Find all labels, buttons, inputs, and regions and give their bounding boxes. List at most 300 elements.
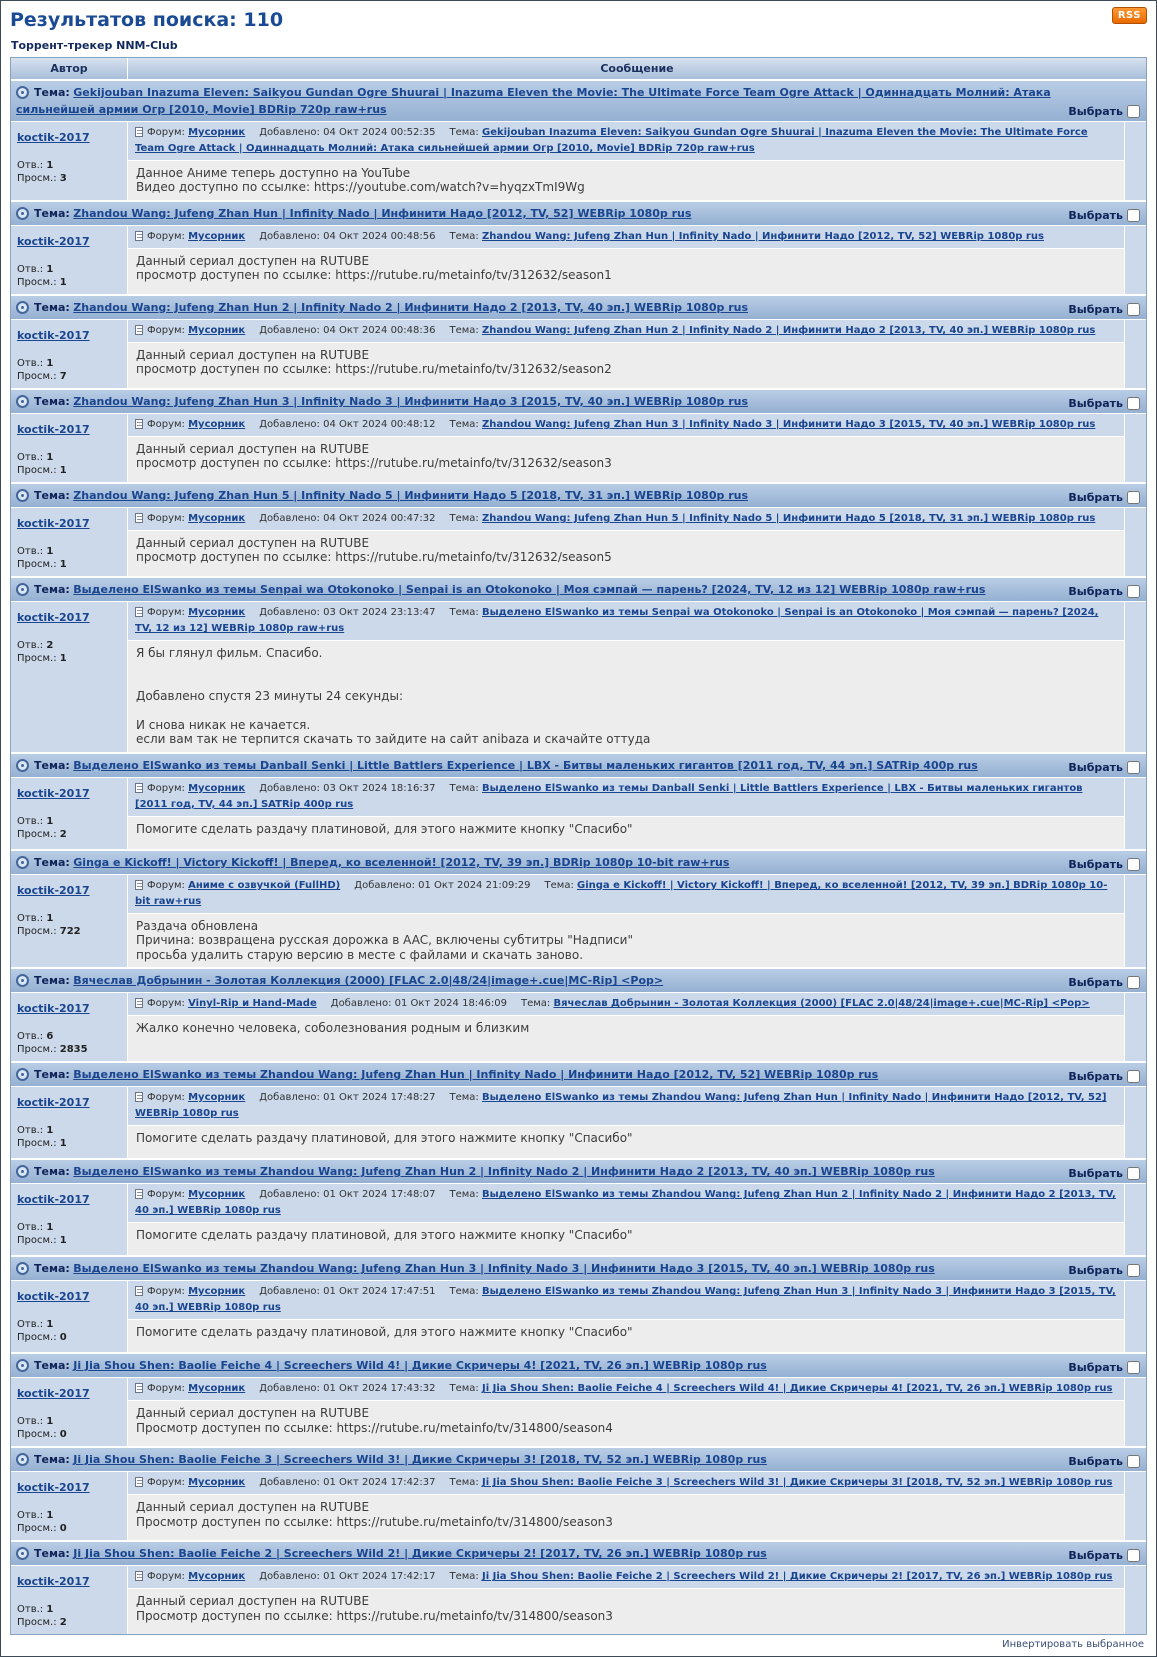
views-count: 0 — [59, 1523, 67, 1535]
select-label: Выбрать — [1068, 976, 1123, 990]
topic-meta-link[interactable]: Ji Jia Shou Shen: Baolie Feiche 4 | Screechers Wild 4! | Дикие Скричеры 4! [2021, TV, 26 эп.] WEBRip 1080p rus — [481, 1383, 1113, 1395]
select-column-strip — [1124, 778, 1146, 849]
post-date: 01 Окт 2024 17:42:17 — [323, 1571, 436, 1583]
select-topic-checkbox[interactable] — [1127, 761, 1140, 774]
select-label: Выбрать — [1068, 105, 1123, 119]
topic-label: Тема: — [34, 583, 70, 597]
topic-header-text — [16, 205, 1056, 222]
replies-label: Отв.: — [17, 1222, 44, 1234]
message-line: Просмотр доступен по ссылке: https://rutube.ru/metainfo/tv/314800/season3 — [136, 1514, 613, 1529]
message-line: Просмотр доступен по ссылке: https://rutube.ru/metainfo/tv/314800/season3 — [136, 1608, 613, 1623]
message-text — [128, 817, 1124, 849]
views-count: 1 — [59, 559, 67, 571]
invert-selection-link[interactable]: Инвертировать выбранное — [1002, 1639, 1144, 1651]
added-label: Добавлено: — [259, 1383, 320, 1395]
select-topic-checkbox[interactable] — [1127, 1264, 1140, 1277]
meta-topic-label: Тема: — [544, 879, 574, 891]
meta-topic-label: Тема: — [449, 1571, 479, 1583]
select-label: Выбрать — [1068, 1070, 1123, 1084]
replies-label: Отв.: — [17, 452, 44, 464]
message-line: Помогите сделать раздачу платиновой, для этого нажмите кнопку "Спасибо" — [136, 1228, 633, 1243]
added-label: Добавлено: — [330, 998, 392, 1010]
document-icon — [135, 783, 143, 793]
search-result — [11, 969, 1146, 1063]
post-meta-row — [128, 1087, 1124, 1126]
topic-meta-link[interactable]: Выделено ElSwanko из темы Zhandou Wang: Jufeng Zhan Hun 3 | Infinity Nado 3 | Инфинити Надо 3 [2015, TV, 40 эп.] WEBRip 1080p rus — [135, 1286, 1116, 1314]
views-count: 1 — [59, 1138, 67, 1150]
topic-select-area — [1068, 1549, 1140, 1562]
author-stats — [17, 160, 123, 184]
message-cell — [128, 508, 1124, 576]
message-line: Добавлено спустя 23 минуты 24 секунды: — [136, 689, 403, 704]
post-date: 04 Окт 2024 00:48:56 — [323, 230, 436, 242]
message-line — [136, 661, 1116, 675]
topic-header-text — [16, 581, 1056, 598]
replies-count: 1 — [46, 1125, 54, 1137]
forum-label: Форум: — [147, 127, 185, 139]
search-result — [11, 296, 1146, 390]
topic-header-text — [16, 757, 1056, 774]
author-cell — [11, 1281, 128, 1352]
topic-label: Тема: — [34, 855, 70, 869]
message-cell — [128, 602, 1124, 752]
views-stat — [17, 1429, 123, 1440]
forum-link[interactable]: Мусорник — [188, 1286, 246, 1298]
message-text — [128, 641, 1124, 752]
topic-select-area — [1068, 397, 1140, 410]
topic-select-area — [1068, 1361, 1140, 1374]
select-column-strip — [1124, 508, 1146, 576]
search-result — [11, 390, 1146, 484]
meta-topic-label: Тема: — [449, 1477, 479, 1489]
post-meta-row — [128, 993, 1124, 1016]
topic-header-row — [11, 969, 1146, 992]
topic-icon — [16, 489, 29, 502]
forum-link[interactable]: Мусорник — [188, 230, 246, 242]
select-label: Выбрать — [1068, 1167, 1123, 1181]
topic-meta-link[interactable]: Zhandou Wang: Jufeng Zhan Hun 3 | Infinity Nado 3 | Инфинити Надо 3 [2015, TV, 40 эп.] WEBRip 1080p rus — [481, 419, 1096, 431]
topic-title-link[interactable]: Gekijouban Inazuma Eleven: Saikyou Gundan Ogre Shuurai | Inazuma Eleven the Movie: The Ultimate Force Team Ogre Attack | Одиннадцать Молний: Атака сильнейшей армии Огр [2010, Movie] BDRip 720p raw+rus — [16, 86, 1051, 117]
rss-button[interactable]: RSS — [1112, 7, 1147, 24]
replies-stat — [17, 1416, 123, 1427]
topic-title-link[interactable]: Ji Jia Shou Shen: Baolie Feiche 4 | Screechers Wild 4! | Дикие Скричеры 4! [2021, TV, 26 эп.] WEBRip 1080p rus — [73, 1359, 767, 1373]
topic-meta-link[interactable]: Ji Jia Shou Shen: Baolie Feiche 2 | Screechers Wild 2! | Дикие Скричеры 2! [2017, TV, 26 эп.] WEBRip 1080p rus — [481, 1571, 1113, 1583]
author-link[interactable]: koctik-2017 — [17, 1481, 90, 1495]
topic-meta-link[interactable]: Zhandou Wang: Jufeng Zhan Hun 5 | Infinity Nado 5 | Инфинити Надо 5 [2018, TV, 31 эп.] WEBRip 1080p rus — [481, 513, 1096, 525]
views-label: Просм.: — [17, 173, 57, 185]
replies-count: 1 — [46, 1604, 54, 1616]
views-stat — [17, 1138, 123, 1149]
topic-title-link[interactable]: Ginga e Kickoff! | Victory Kickoff! | Вперед, ко вселенной! [2012, TV, 39 эп.] BDRip 1080p 10-bit raw+rus — [73, 855, 730, 869]
forum-link[interactable]: Мусорник — [188, 127, 246, 139]
author-link[interactable]: koctik-2017 — [17, 883, 90, 897]
topic-meta-link[interactable]: Gekijouban Inazuma Eleven: Saikyou Gundan Ogre Shuurai | Inazuma Eleven the Movie: The Ultimate Force Team Ogre Attack | Одиннадцать Молний: Атака сильнейшей армии Огр [2010, Movie] BDRip 720p raw+rus — [135, 127, 1088, 155]
topic-title-link[interactable]: Выделено ElSwanko из темы Zhandou Wang: Jufeng Zhan Hun 3 | Infinity Nado 3 | Инфинити Надо 3 [2015, TV, 40 эп.] WEBRip 1080p rus — [73, 1262, 935, 1276]
forum-link[interactable]: Мусорник — [188, 1092, 246, 1104]
replies-label: Отв.: — [17, 640, 44, 652]
author-link[interactable]: koctik-2017 — [17, 1002, 90, 1016]
replies-stat — [17, 358, 123, 369]
select-label: Выбрать — [1068, 491, 1123, 505]
select-topic-checkbox[interactable] — [1127, 491, 1140, 504]
result-detail-row — [11, 601, 1146, 752]
forum-link[interactable]: Мусорник — [188, 324, 246, 336]
forum-link[interactable]: Мусорник — [188, 513, 246, 525]
topic-meta-link[interactable]: Выделено ElSwanko из темы Senpai wa Otokonoko | Senpai is an Otokonoko | Моя сэмпай — парень? [2024, TV, 12 из 12] WEBRip 1080p raw+rus — [135, 607, 1099, 635]
post-date: 01 Окт 2024 18:46:09 — [394, 998, 507, 1010]
added-label: Добавлено: — [259, 419, 320, 431]
search-result — [11, 1063, 1146, 1160]
topic-select-area — [1068, 858, 1140, 871]
result-detail-row — [11, 1280, 1146, 1352]
forum-label: Форум: — [147, 998, 185, 1010]
select-topic-checkbox[interactable] — [1127, 1070, 1140, 1083]
topic-meta-link[interactable]: Выделено ElSwanko из темы Danball Senki | Little Battlers Experience | LBX - Битвы маленьких гигантов [2011 год, TV, 44 эп.] SATRip 400p rus — [135, 782, 1083, 810]
message-line: просмотр доступен по ссылке: https://rutube.ru/metainfo/tv/312632/season3 — [136, 456, 612, 471]
message-line: Данный сериал доступен на RUTUBE — [136, 347, 370, 362]
post-date: 01 Окт 2024 17:43:32 — [323, 1383, 436, 1395]
message-cell — [128, 778, 1124, 849]
post-date: 01 Окт 2024 17:48:07 — [323, 1189, 436, 1201]
topic-title-link[interactable]: Выделено ElSwanko из темы Senpai wa Otokonoko | Senpai is an Otokonoko | Моя сэмпай — парень? [2024, TV, 12 из 12] WEBRip 1080p raw+rus — [73, 583, 986, 597]
message-line — [136, 675, 1116, 689]
document-icon — [135, 880, 143, 890]
author-link[interactable]: koctik-2017 — [17, 423, 90, 437]
author-link[interactable]: koctik-2017 — [17, 1387, 90, 1401]
views-count: 1 — [59, 1235, 67, 1247]
views-count: 722 — [59, 925, 81, 937]
topic-header-text — [16, 299, 1056, 316]
topic-title-link[interactable]: Ji Jia Shou Shen: Baolie Feiche 3 | Screechers Wild 3! | Дикие Скричеры 3! [2018, TV, 52 эп.] WEBRip 1080p rus — [73, 1453, 767, 1467]
views-label: Просм.: — [17, 276, 57, 288]
page-title: Результатов поиска: 110 — [10, 9, 284, 31]
select-column-strip — [1124, 875, 1146, 967]
author-link[interactable]: koctik-2017 — [17, 1096, 90, 1110]
views-count: 0 — [59, 1332, 67, 1344]
topic-header-row — [11, 1448, 1146, 1471]
meta-topic-label: Тема: — [449, 1189, 479, 1201]
select-topic-checkbox[interactable] — [1127, 858, 1140, 871]
replies-label: Отв.: — [17, 1604, 44, 1616]
post-meta-row — [128, 320, 1124, 343]
added-label: Добавлено: — [259, 1092, 320, 1104]
post-date: 01 Окт 2024 21:09:29 — [418, 879, 531, 891]
forum-label: Форум: — [147, 1286, 185, 1298]
views-stat — [17, 1617, 123, 1628]
topic-header-row — [11, 1257, 1146, 1280]
views-label: Просм.: — [17, 370, 57, 382]
message-line: Данный сериал доступен на RUTUBE — [136, 1406, 370, 1421]
forum-link[interactable]: Мусорник — [188, 607, 246, 619]
select-column-strip — [1124, 1087, 1146, 1158]
replies-stat — [17, 452, 123, 463]
topic-title-link[interactable]: Zhandou Wang: Jufeng Zhan Hun 2 | Infinity Nado 2 | Инфинити Надо 2 [2013, TV, 40 эп.] WEBRip 1080p rus — [73, 300, 748, 314]
forum-link[interactable]: Мусорник — [188, 1477, 246, 1489]
message-text — [128, 914, 1124, 967]
author-link[interactable]: koctik-2017 — [17, 517, 90, 531]
document-icon — [135, 127, 143, 137]
forum-label: Форум: — [147, 230, 185, 242]
message-cell — [128, 320, 1124, 388]
meta-topic-label: Тема: — [449, 324, 479, 336]
message-line: просьба удалить старую версию в месте с файлами и скачать заново. — [136, 947, 584, 962]
topic-header-text — [16, 84, 1056, 118]
meta-topic-label: Тема: — [449, 1092, 479, 1104]
message-cell — [128, 1087, 1124, 1158]
views-label: Просм.: — [17, 559, 57, 571]
author-cell — [11, 320, 128, 388]
meta-topic-label: Тема: — [449, 782, 479, 794]
message-text — [128, 1401, 1124, 1446]
topic-header-row — [11, 296, 1146, 319]
topic-header-text — [16, 1451, 1056, 1468]
post-meta-row — [128, 602, 1124, 641]
topic-icon — [16, 759, 29, 772]
replies-label: Отв.: — [17, 1416, 44, 1428]
topic-label: Тема: — [34, 1262, 70, 1276]
topic-title-link[interactable]: Выделено ElSwanko из темы Danball Senki | Little Battlers Experience | LBX - Битвы маленьких гигантов [2011 год, TV, 44 эп.] SATRip 400p rus — [73, 758, 978, 772]
views-stat — [17, 559, 123, 570]
author-link[interactable]: koctik-2017 — [17, 131, 90, 145]
replies-stat — [17, 264, 123, 275]
topic-select-area — [1068, 491, 1140, 504]
select-topic-checkbox[interactable] — [1127, 105, 1140, 118]
replies-stat — [17, 640, 123, 651]
table-footer — [10, 1635, 1147, 1652]
select-column-strip — [1124, 320, 1146, 388]
forum-label: Форум: — [147, 419, 185, 431]
topic-title-link[interactable]: Вячеслав Добрынин - Золотая Коллекция (2000) [FLAC 2.0|48/24|image+.cue|MC-Rip] <Pop> — [73, 974, 664, 988]
post-date: 01 Окт 2024 17:48:27 — [323, 1092, 436, 1104]
replies-stat — [17, 160, 123, 171]
views-label: Просм.: — [17, 465, 57, 477]
replies-label: Отв.: — [17, 546, 44, 558]
message-line: Я бы глянул фильм. Спасибо. — [136, 646, 323, 661]
message-line: Данный сериал доступен на RUTUBE — [136, 1594, 370, 1609]
search-result — [11, 754, 1146, 851]
views-count: 0 — [59, 1429, 67, 1441]
topic-icon — [16, 1453, 29, 1466]
select-topic-checkbox[interactable] — [1127, 1549, 1140, 1562]
author-cell — [11, 1378, 128, 1446]
forum-link[interactable]: Мусорник — [188, 782, 246, 794]
topic-header-text — [16, 972, 1056, 989]
topic-icon — [16, 974, 29, 987]
document-icon — [135, 231, 143, 241]
forum-label: Форум: — [147, 1571, 185, 1583]
author-link[interactable]: koctik-2017 — [17, 786, 90, 800]
topic-title-link[interactable]: Выделено ElSwanko из темы Zhandou Wang: Jufeng Zhan Hun 2 | Infinity Nado 2 | Инфинити Надо 2 [2013, TV, 40 эп.] WEBRip 1080p rus — [73, 1165, 935, 1179]
message-line: просмотр доступен по ссылке: https://rutube.ru/metainfo/tv/312632/season5 — [136, 550, 612, 565]
select-topic-checkbox[interactable] — [1127, 1167, 1140, 1180]
replies-count: 1 — [46, 815, 54, 827]
message-cell — [128, 1378, 1124, 1446]
topic-meta-link[interactable]: Zhandou Wang: Jufeng Zhan Hun | Infinity Nado | Инфинити Надо [2012, TV, 52] WEBRip 1080p rus — [481, 230, 1044, 242]
author-link[interactable]: koctik-2017 — [17, 611, 90, 625]
author-link[interactable]: koctik-2017 — [17, 1193, 90, 1207]
topic-title-link[interactable]: Zhandou Wang: Jufeng Zhan Hun | Infinity Nado | Инфинити Надо [2012, TV, 52] WEBRip 1080p rus — [73, 206, 692, 220]
select-topic-checkbox[interactable] — [1127, 1361, 1140, 1374]
select-label: Выбрать — [1068, 1361, 1123, 1375]
views-count: 2 — [59, 828, 67, 840]
select-column-strip — [1124, 414, 1146, 482]
author-stats — [17, 640, 123, 664]
select-topic-checkbox[interactable] — [1127, 209, 1140, 222]
topic-header-row — [11, 1160, 1146, 1183]
forum-label: Форум: — [147, 1189, 185, 1201]
result-detail-row — [11, 1183, 1146, 1255]
topic-select-area — [1068, 976, 1140, 989]
forum-link[interactable]: Аниме с озвучкой (FullHD) — [188, 879, 341, 891]
forum-link[interactable]: Мусорник — [188, 1189, 246, 1201]
select-topic-checkbox[interactable] — [1127, 976, 1140, 989]
document-icon — [135, 1571, 143, 1581]
replies-count: 1 — [46, 1319, 54, 1331]
results-table — [10, 57, 1147, 1635]
replies-stat — [17, 1125, 123, 1136]
added-label: Добавлено: — [259, 324, 320, 336]
topic-header-text — [16, 1066, 1056, 1083]
search-result — [11, 578, 1146, 754]
topic-meta-link[interactable]: Выделено ElSwanko из темы Zhandou Wang: Jufeng Zhan Hun 2 | Infinity Nado 2 | Инфинити Надо 2 [2013, TV, 40 эп.] WEBRip 1080p rus — [135, 1189, 1116, 1217]
message-line: Данное Аниме теперь доступно на YouTube — [136, 166, 411, 181]
topic-label: Тема: — [34, 1359, 70, 1373]
author-link[interactable]: koctik-2017 — [17, 1575, 90, 1589]
forum-label: Форум: — [147, 1477, 185, 1489]
result-detail-row — [11, 319, 1146, 388]
document-icon — [135, 1383, 143, 1393]
topic-meta-link[interactable]: Zhandou Wang: Jufeng Zhan Hun 2 | Infinity Nado 2 | Инфинити Надо 2 [2013, TV, 40 эп.] WEBRip 1080p rus — [481, 324, 1096, 336]
topic-header-text — [16, 1260, 1056, 1277]
author-link[interactable]: koctik-2017 — [17, 234, 90, 248]
select-column-strip — [1124, 226, 1146, 294]
views-label: Просм.: — [17, 1332, 57, 1344]
topic-icon — [16, 1068, 29, 1081]
message-line: Помогите сделать раздачу платиновой, для этого нажмите кнопку "Спасибо" — [136, 821, 633, 836]
topic-header-row — [11, 484, 1146, 507]
forum-link[interactable]: Vinyl-Rip и Hand-Made — [188, 998, 317, 1010]
topic-title-link[interactable]: Zhandou Wang: Jufeng Zhan Hun 5 | Infinity Nado 5 | Инфинити Надо 5 [2018, TV, 31 эп.] WEBRip 1080p rus — [73, 489, 748, 503]
replies-label: Отв.: — [17, 1319, 44, 1331]
select-column-strip — [1124, 1281, 1146, 1352]
topic-header-text — [16, 854, 1056, 871]
message-cell — [128, 122, 1124, 200]
topic-label: Тема: — [34, 1547, 70, 1561]
document-icon — [135, 607, 143, 617]
replies-stat — [17, 1319, 123, 1330]
topic-icon — [16, 86, 29, 99]
meta-topic-label: Тема: — [449, 1286, 479, 1298]
topic-label: Тема: — [34, 86, 70, 99]
replies-stat — [17, 1031, 123, 1042]
topic-icon — [16, 1165, 29, 1178]
topic-meta-link[interactable]: Ginga e Kickoff! | Victory Kickoff! | Вперед, ко вселенной! [2012, TV, 39 эп.] BDRip 1080p 10-bit raw+rus — [135, 879, 1108, 907]
views-count: 3 — [59, 173, 67, 185]
select-topic-checkbox[interactable] — [1127, 303, 1140, 316]
post-meta-row — [128, 122, 1124, 161]
message-cell — [128, 1184, 1124, 1255]
topic-select-area — [1068, 761, 1140, 774]
select-topic-checkbox[interactable] — [1127, 585, 1140, 598]
topic-meta-link[interactable]: Выделено ElSwanko из темы Zhandou Wang: Jufeng Zhan Hun | Infinity Nado | Инфинити Надо [2012, TV, 52] WEBRip 1080p rus — [135, 1092, 1107, 1120]
message-line — [136, 704, 1116, 718]
views-stat — [17, 829, 123, 840]
result-detail-row — [11, 413, 1146, 482]
message-line: Причина: возвращена русская дорожка в AAC, включены субтитры "Надписи" — [136, 933, 633, 948]
search-result — [11, 81, 1146, 202]
author-stats — [17, 358, 123, 382]
topic-header-row — [11, 1063, 1146, 1086]
topic-header-row — [11, 202, 1146, 225]
replies-count: 1 — [46, 452, 54, 464]
views-stat — [17, 371, 123, 382]
forum-link[interactable]: Мусорник — [188, 419, 246, 431]
topic-header-row — [11, 578, 1146, 601]
replies-count: 1 — [46, 357, 54, 369]
views-label: Просм.: — [17, 828, 57, 840]
topic-select-area — [1068, 303, 1140, 316]
topic-header-row — [11, 1354, 1146, 1377]
meta-topic-label: Тема: — [449, 127, 479, 139]
topic-select-area — [1068, 209, 1140, 222]
select-label: Выбрать — [1068, 397, 1123, 411]
author-link[interactable]: koctik-2017 — [17, 328, 90, 342]
result-detail-row — [11, 992, 1146, 1061]
message-cell — [128, 226, 1124, 294]
replies-stat — [17, 546, 123, 557]
replies-label: Отв.: — [17, 357, 44, 369]
forum-label: Форум: — [147, 782, 185, 794]
message-cell — [128, 1472, 1124, 1540]
replies-label: Отв.: — [17, 815, 44, 827]
search-result — [11, 202, 1146, 296]
select-topic-checkbox[interactable] — [1127, 397, 1140, 410]
topic-meta-link[interactable]: Ji Jia Shou Shen: Baolie Feiche 3 | Screechers Wild 3! | Дикие Скричеры 3! [2018, TV, 52 эп.] WEBRip 1080p rus — [481, 1477, 1113, 1489]
topic-header-row — [11, 851, 1146, 874]
topic-meta-link[interactable]: Вячеслав Добрынин - Золотая Коллекция (2000) [FLAC 2.0|48/24|image+.cue|MC-Rip] <Pop> — [553, 998, 1090, 1010]
topic-select-area — [1068, 105, 1140, 118]
forum-label: Форум: — [147, 607, 185, 619]
topic-label: Тема: — [34, 1453, 70, 1467]
select-topic-checkbox[interactable] — [1127, 1455, 1140, 1468]
views-count: 1 — [59, 276, 67, 288]
topic-label: Тема: — [34, 1068, 70, 1082]
author-cell — [11, 1566, 128, 1634]
replies-label: Отв.: — [17, 263, 44, 275]
message-cell — [128, 875, 1124, 967]
added-label: Добавлено: — [354, 879, 415, 891]
message-text — [128, 161, 1124, 200]
message-text — [128, 1126, 1124, 1158]
search-result — [11, 1354, 1146, 1448]
select-label: Выбрать — [1068, 1455, 1123, 1469]
forum-link[interactable]: Мусорник — [188, 1571, 246, 1583]
topic-title-link[interactable]: Zhandou Wang: Jufeng Zhan Hun 3 | Infinity Nado 3 | Инфинити Надо 3 [2015, TV, 40 эп.] WEBRip 1080p rus — [73, 394, 748, 408]
topic-title-link[interactable]: Ji Jia Shou Shen: Baolie Feiche 2 | Screechers Wild 2! | Дикие Скричеры 2! [2017, TV, 26 эп.] WEBRip 1080p rus — [73, 1547, 767, 1561]
result-detail-row — [11, 121, 1146, 200]
replies-count: 1 — [46, 160, 54, 172]
topic-title-link[interactable]: Выделено ElSwanko из темы Zhandou Wang: Jufeng Zhan Hun | Infinity Nado | Инфинити Надо [2012, TV, 52] WEBRip 1080p rus — [73, 1068, 879, 1082]
author-link[interactable]: koctik-2017 — [17, 1290, 90, 1304]
views-label: Просм.: — [17, 1235, 57, 1247]
topic-label: Тема: — [34, 489, 70, 503]
forum-link[interactable]: Мусорник — [188, 1383, 246, 1395]
result-detail-row — [11, 777, 1146, 849]
added-label: Добавлено: — [259, 1477, 320, 1489]
author-stats — [17, 1416, 123, 1440]
added-label: Добавлено: — [259, 1189, 320, 1201]
views-stat — [17, 1044, 123, 1055]
